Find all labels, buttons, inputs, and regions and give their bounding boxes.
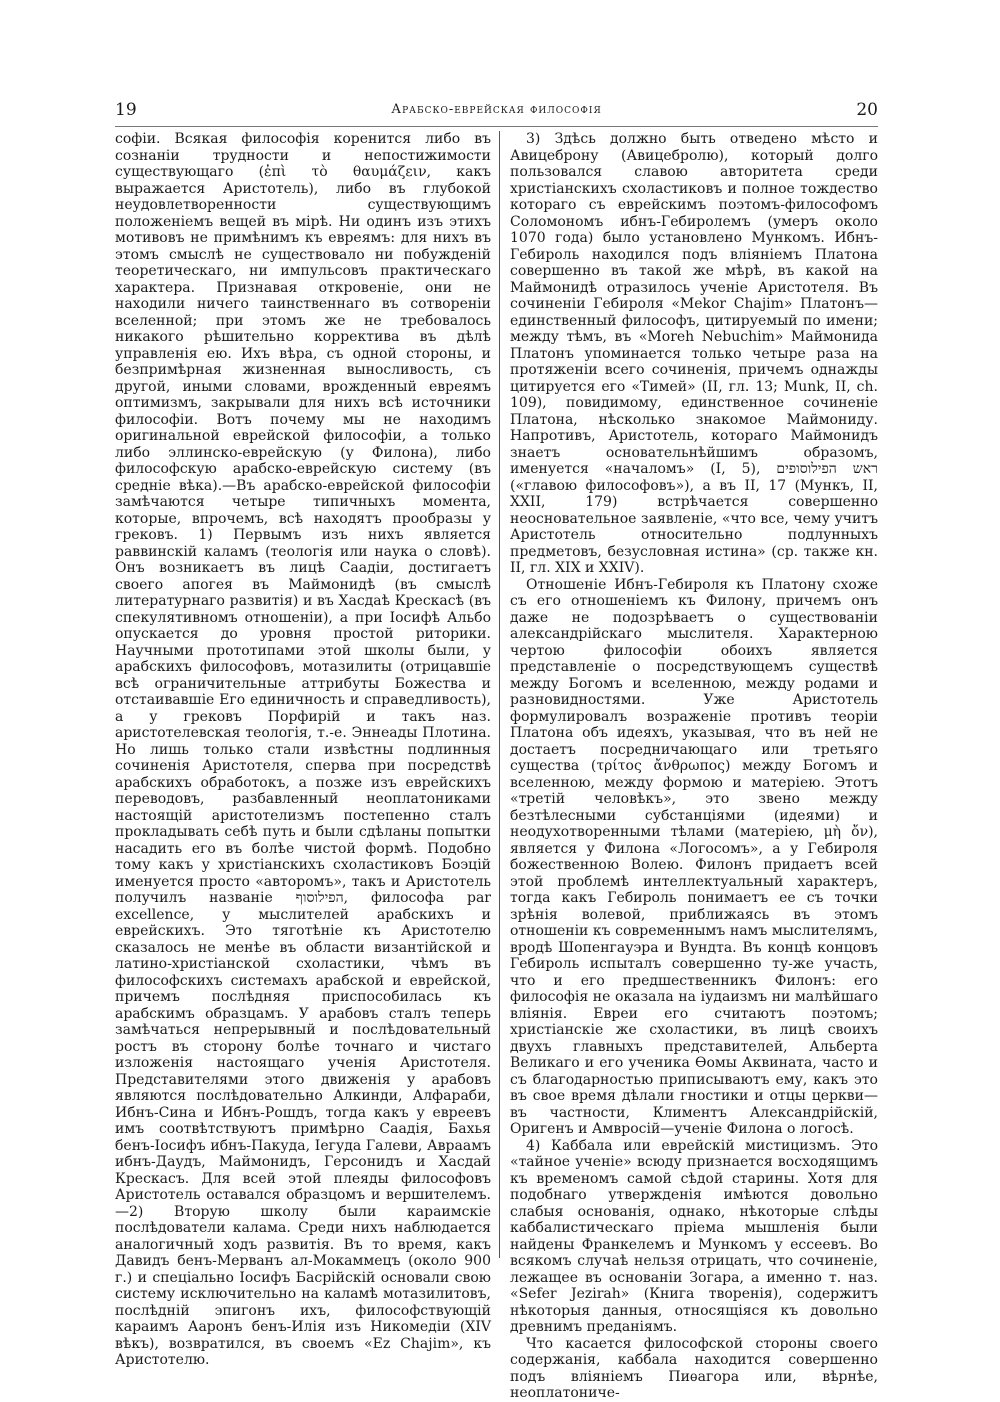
left-column bbox=[115, 131, 491, 1369]
page-number-right: 20 bbox=[856, 100, 878, 120]
paragraph: Что касается философской стороны своего содержанія, каббала находится совершенно подъ вліяніемъ Пиѳагора или, вѣрнѣе, неоплатониче- bbox=[510, 1335, 878, 1401]
running-title: Арабско-еврейская философія bbox=[391, 102, 602, 117]
header-rule bbox=[115, 126, 878, 127]
right-column bbox=[510, 131, 878, 1402]
paragraph: софіи. Всякая философія коренится либо въ сознаніи трудности и непостижимости существующаго (ἐπὶ τὸ θαυμάζειν, какъ выражается Аристотель), либо въ глубокой неудовлетворенности существующимъ положеніемъ вещей въ мірѣ. Ни одинъ изъ этихъ мотивовъ не примѣнимъ къ евреямъ: для нихъ въ этомъ смыслѣ не существовало ни побужденій теоретическаго, ни импульсовъ практическаго характера. Признавая откровеніе, они не находили ничего таинственнаго въ сотвореніи вселенной; при этомъ же не требовалось никакого рѣшительно корректива въ дѣлѣ управленія ею. Ихъ вѣра, съ одной стороны, и безпримѣрная жизненная выносливость, съ другой, иными словами, врожденный евреямъ оптимизмъ, закрывали для нихъ всѣ источники философіи. Вотъ почему мы не находимъ оригинальной еврейской философіи, а только либо эллинско-еврейскую (у Филона), либо философскую арабско-еврейскую систему (въ средніе вѣка).—Въ арабско-еврейской философіи замѣчаются четыре типичныхъ момента, которые, впрочемъ, всѣ находятъ прообразы у грековъ. 1) Первымъ изъ нихъ является раввинскій каламъ (теологія или наука о словѣ). Онъ возникаетъ въ лицѣ Саадіи, достигаетъ своего апогея въ Маймонидѣ (въ смыслѣ литературнаго развитія) и въ Хасдаѣ Крескасѣ (въ спекулятивномъ отношеніи), а при Іосифѣ Альбо опускается до уровня простой риторики. Научными прототипами этой школы были, у арабскихъ философовъ, мотазилиты (отрицавшіе всѣ ограничительные аттрибуты Божества и отстаивавшіе Его единичность и справедливость), а у грековъ Порфирій и такъ наз. аристотелевская теологія, т.-е. Эннеады Плотина. Но лишь только стали извѣстны подлинныя сочиненія Аристотеля, сперва при посредствѣ арабскихъ обработокъ, а позже изъ еврейскихъ переводовъ, разбавленный неоплатониками настоящій аристотелизмъ постепенно сталъ прокладывать себѣ путь и были сдѣланы попытки насадить его въ болѣе чистой формѣ. Подобно тому какъ у христіанскихъ схоластиковъ Боэцій именуется просто «авторомъ», такъ и Аристотель получилъ названіе הפילוסוף, философа par excellence, у мыслителей арабскихъ и еврейскихъ. Это тяготѣніе къ Аристотелю сказалось не менѣе въ области византійской и латино-христіанской схоластики, чѣмъ въ философскихъ системахъ арабской и еврейской, причемъ послѣдняя приспособилась къ арабскимъ образцамъ. У арабовъ сталъ теперь замѣчаться непрерывный и послѣдовательный ростъ въ сторону болѣе точнаго и чистаго изложенія настоящаго ученія Аристотеля. Представителями этого движенія у арабовъ являются послѣдовательно Алкинди, Алфараби, Ибнъ-Сина и Ибнъ-Рошдъ, тогда какъ у евреевъ имъ соотвѣтствуютъ примѣрно Саадія, Бахья бенъ-Іосифъ ибнъ-Пакуда, Іегуда Галеви, Авраамъ ибнъ-Даудъ, Маймонидъ, Герсонидъ и Хасдай Крескасъ. Для всей этой плеяды философовъ Аристотель оставался образцомъ и вершителемъ.—2) Вторую школу были караимскіе послѣдователи калама. Среди нихъ наблюдается аналогичный ходъ развитія. Въ то время, какъ Давидъ бенъ-Мерванъ ал-Мокаммецъ (около 900 г.) и спеціально Іосифъ Басрійскій основали свою систему исключительно на каламѣ мотазилитовъ, послѣдній эпигонъ ихъ, философствующій караимъ Ааронъ бенъ-Илія изъ Никомедіи (XIV вѣкъ), возвратился, въ своемъ «Ez Chajim», къ Аристотелю. bbox=[115, 131, 491, 1368]
paragraph: 3) Здѣсь должно быть отведено мѣсто и Авицеброну (Авицебролю), который долго пользовался славою авторитета среди христіанскихъ схоластиковъ и полное тождество котораго съ еврейскимъ поэтомъ-философомъ Соломономъ ибнъ-Гебиролемъ (умеръ около 1070 года) было установлено Мункомъ. Ибнъ-Гебироль находился подъ вліяніемъ Платона совершенно въ такой же мѣрѣ, въ какой на Маймонидѣ отразилось ученіе Аристотеля. Въ сочиненіи Гебироля «Mekor Chajim» Платонъ—единственный философъ, цитируемый по имени; между тѣмъ, въ «Moreh Nebuchim» Маймонида Платонъ упоминается только четыре раза на протяженіи всего сочиненія, причемъ однажды цитируется его «Тимей» (II, гл. 13; Munk, II, ch. 109), повидимому, единственное сочиненіе Платона, нѣсколько знакомое Маймониду. Напротивъ, Аристотель, котораго Маймонидъ знаетъ основательнѣйшимъ образомъ, именуется «началомъ» (I, 5), ראש הפילוסופים («главою философовъ»), а въ II, 17 (Мункъ, II, XXII, 179) встрѣчается совершенно неосновательное заявленіе, «что все, чему учитъ Аристотель относительно подлунныхъ предметовъ, безусловная истина» (ср. также кн. II, гл. XIX и XXIV). bbox=[510, 131, 878, 576]
page-number-left: 19 bbox=[115, 100, 137, 120]
paragraph: 4) Каббала или еврейскій мистицизмъ. Это «тайное ученіе» всюду признается восходящимъ къ временомъ самой сѣдой старины. Хотя для подобнаго утвержденія имѣются довольно слабыя основанія, однако, нѣкоторые слѣды каббалистическаго пріема мышленія были найдены Франкелемъ и Мункомъ у ессеевъ. Во всякомъ случаѣ нельзя отрицать, что сочиненіе, лежащее въ основаніи Зогара, а именно т. наз. «Sefer Jezirah» (Книга творенія), содержитъ нѣкоторыя данныя, относящіяся къ довольно древнимъ преданіямъ. bbox=[510, 1137, 878, 1335]
paragraph: Отношеніе Ибнъ-Гебироля къ Платону схоже съ его отношеніемъ къ Филону, причемъ онъ даже не подозрѣваетъ о существованіи александрійскаго мыслителя. Характерною чертою философіи обоихъ является представленіе о посредствующемъ существѣ между Богомъ и вселенною, между родами и разновидностями. Уже Аристотель формулировалъ возраженіе противъ теоріи Платона объ идеяхъ, указывая, что въ ней не достаетъ посредничающаго или третьяго существа (τρίτος ἄνθρωπος) между Богомъ и вселенною, между формою и матеріею. Этотъ «третій человѣкъ», это звено между безтѣлесными субстанціями (идеями) и неодухотворенными тѣлами (матеріею, μὴ ὄν), является у Филона «Логосомъ», а у Гебироля божественною Волею. Филонъ придаетъ всей этой проблемѣ интеллектуальный характеръ, тогда какъ Гебироль понимаетъ ее съ точки зрѣнія волевой, приближаясь въ этомъ отношеніи къ современнымъ намъ мыслителямъ, вродѣ Шопенгауэра и Вундта. Въ концѣ концовъ Гебироль испыталъ совершенно ту-же участь, что и его предшественникъ Филонъ: его философія не оказала на іудаизмъ ни малѣйшаго вліянія. Евреи его считаютъ поэтомъ; христіанскіе же схоластики, въ лицѣ своихъ двухъ главныхъ представителей, Альберта Великаго и его ученика Ѳомы Аквината, часто и съ благодарностью приписываютъ ему, какъ это въ свое время дѣлали гностики и отцы церкви—въ частности, Климентъ Александрійскій, Оригенъ и Амвросій—ученіе Филона о логосѣ. bbox=[510, 576, 878, 1137]
column-divider bbox=[499, 131, 500, 1258]
running-header bbox=[115, 100, 878, 122]
